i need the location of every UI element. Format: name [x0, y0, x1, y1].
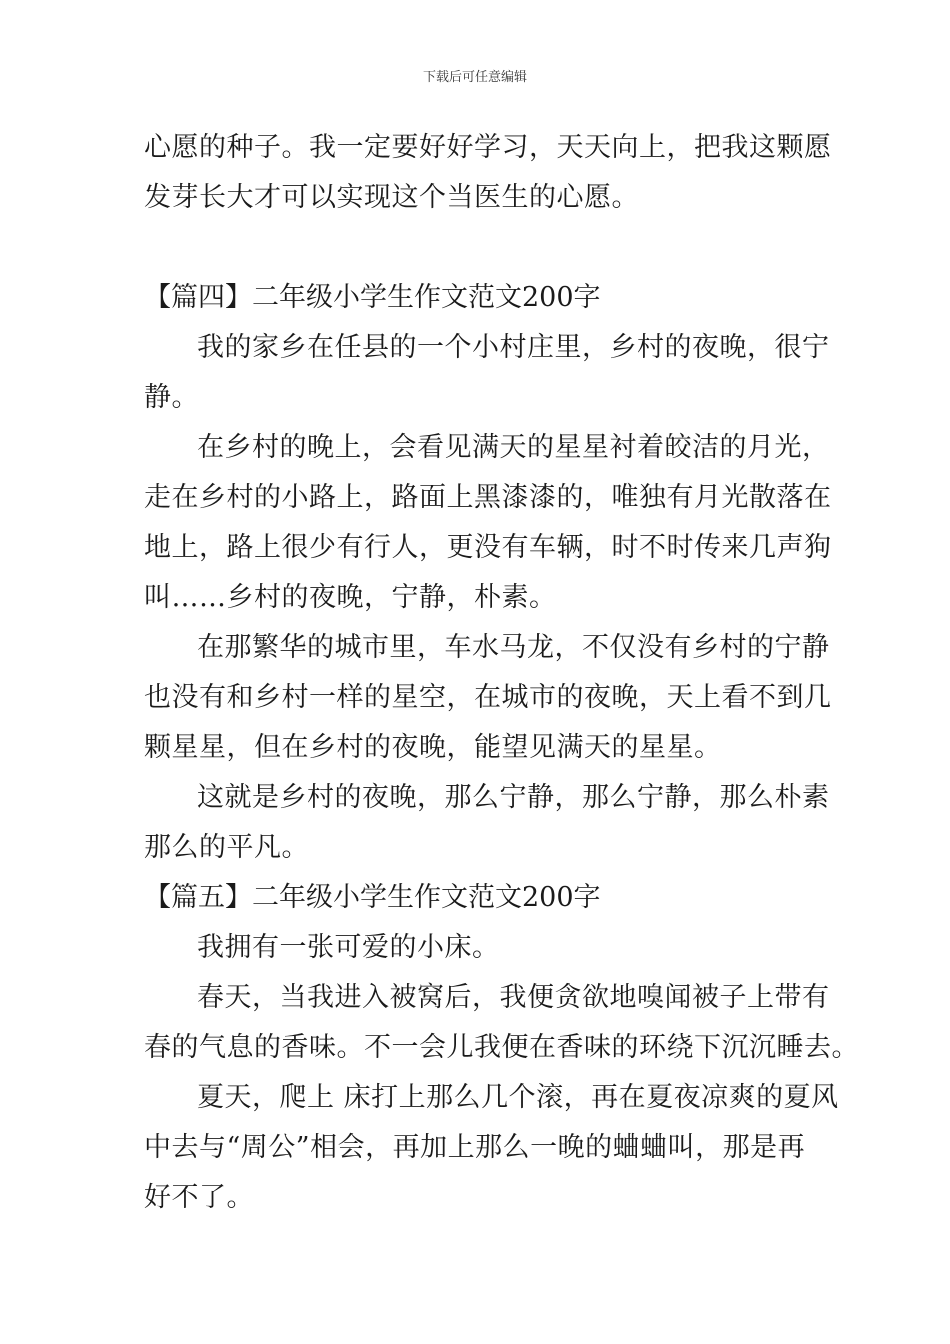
paragraph-line: 在那繁华的城市里，车水马龙，不仅没有乡村的宁静: [197, 632, 830, 663]
paragraph-line: 夏天，爬上 床打上那么几个滚，再在夏夜凉爽的夏风: [197, 1082, 839, 1113]
paragraph-line: 地上，路上很少有行人，更没有车辆，时不时传来几声狗: [144, 532, 832, 563]
body-line: 心愿的种子。我一定要好好学习，天天向上，把我这颗愿: [144, 132, 832, 163]
paragraph-line: 静。: [144, 382, 199, 413]
paragraph-line: 春的气息的香味。不一会儿我便在香味的环绕下沉沉睡去。: [144, 1032, 859, 1063]
page-header-note: 下载后可任意编辑: [422, 70, 527, 85]
paragraph-line: 走在乡村的小路上，路面上黑漆漆的，唯独有月光散落在: [144, 482, 832, 513]
paragraph-line: 也没有和乡村一样的星空，在城市的夜晚，天上看不到几: [144, 682, 832, 713]
section-title: 【篇四】二年级小学生作文范文200字: [144, 282, 601, 313]
paragraph-line: 我拥有一张可爱的小床。: [197, 932, 500, 963]
paragraph-line: 好不了。: [144, 1182, 254, 1213]
document-body: [144, 123, 859, 1223]
paragraph-line: 叫……乡村的夜晚，宁静，朴素。: [144, 582, 557, 613]
paragraph-line: 我的家乡在任县的一个小村庄里，乡村的夜晚，很宁: [197, 332, 830, 363]
paragraph-line: 中去与“周公”相会，再加上那么一晚的蛐蛐叫，那是再: [144, 1132, 806, 1163]
paragraph-line: 那么的平凡。: [144, 832, 309, 863]
paragraph-line: 在乡村的晚上，会看见满天的星星衬着皎洁的月光，: [197, 432, 830, 463]
paragraph-line: 颗星星，但在乡村的夜晚，能望见满天的星星。: [144, 732, 722, 763]
body-line: 发芽长大才可以实现这个当医生的心愿。: [144, 182, 639, 213]
paragraph-line: 春天，当我进入被窝后，我便贪欲地嗅闻被子上带有: [197, 982, 830, 1013]
spacer: [144, 223, 808, 273]
section-title: 【篇五】二年级小学生作文范文200字: [144, 882, 601, 913]
paragraph-line: 这就是乡村的夜晚，那么宁静，那么宁静，那么朴素: [197, 782, 830, 813]
